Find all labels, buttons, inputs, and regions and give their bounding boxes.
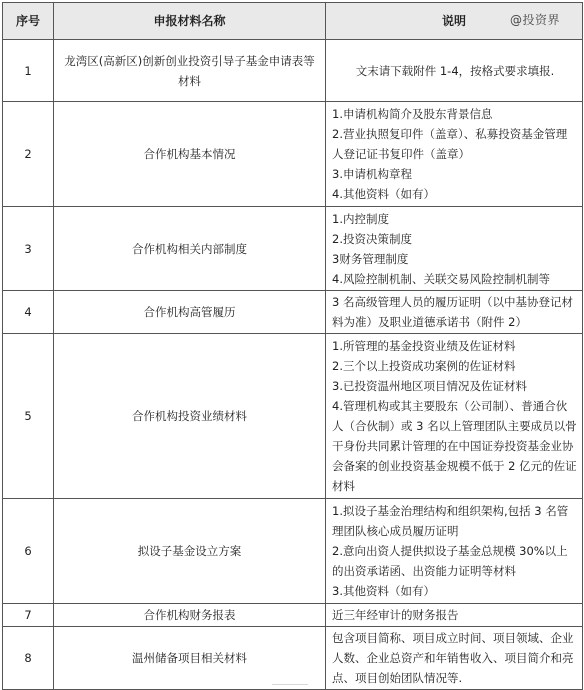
- table-row: [3, 627, 583, 690]
- row-material-name: 拟设子基金设立方案: [54, 499, 326, 604]
- row-index: 5: [3, 334, 54, 499]
- description-line: 2.投资决策制度: [332, 231, 412, 246]
- table-row: [3, 207, 583, 291]
- description-line: 2.意向出资人提供拟设子基金总规模 30%以上的出资承诺函、出资能力证明等材料: [332, 544, 568, 578]
- description-line: 文末请下载附件 1-4，按格式要求填报.: [355, 63, 555, 78]
- row-index: 1: [3, 40, 54, 102]
- description-line: 3.已投资温州地区项目情况及佐证材料: [332, 379, 527, 393]
- row-description: [326, 604, 583, 627]
- row-description: [326, 627, 583, 690]
- description-line: 4.风险控制机制、关联交易风险控制机制等: [332, 271, 550, 286]
- row-material-name: 合作机构财务报表: [54, 604, 326, 627]
- table-row: [3, 499, 583, 604]
- row-material-name: 龙湾区(高新区)创新创业投资引导子基金申请表等材料: [54, 40, 326, 102]
- row-description: [326, 499, 583, 604]
- row-index: 4: [3, 291, 54, 334]
- table-row: [3, 102, 583, 207]
- description-line: 3.其他资料（如有）: [332, 584, 435, 598]
- header-index: 序号: [3, 3, 54, 40]
- table-row: [3, 334, 583, 499]
- description-line: 包含项目简称、项目成立时间、项目领域、企业人数、企业总资产和年销售收入、项目简介和亮点、项目创始团队情况等.: [332, 631, 574, 685]
- description-line: 3 名高级管理人员的履历证明（以中基协登记材料为准）及职业道德承诺书（附件 2）: [332, 295, 573, 329]
- header-material-name: 申报材料名称: [54, 3, 326, 40]
- table-header-row: [3, 3, 583, 40]
- row-material-name: 合作机构相关内部制度: [54, 207, 326, 291]
- row-description: [326, 334, 583, 499]
- row-description: [326, 291, 583, 334]
- row-description: [326, 40, 583, 102]
- table-row: [3, 291, 583, 334]
- description-line: 1.内控制度: [332, 211, 389, 226]
- row-material-name: 合作机构高管履历: [54, 291, 326, 334]
- table-row: [3, 40, 583, 102]
- materials-table: [2, 2, 583, 690]
- row-index: 2: [3, 102, 54, 207]
- description-line: 4.其他资料（如有）: [332, 187, 435, 201]
- description-line: 2.营业执照复印件（盖章）、私募投资基金管理人登记证书复印件（盖章）: [332, 127, 568, 161]
- row-description: [326, 207, 583, 291]
- watermark-text: @投资界: [509, 13, 560, 27]
- materials-table-container: [2, 2, 582, 690]
- row-index: 3: [3, 207, 54, 291]
- description-line: 4.管理机构或其主要股东（公司制）、普通合伙人（合伙制）或 3 名以上管理团队主要成员以骨干身份共同累计管理的在中国证券投资基金业协会备案的创业投资基金规模不低于 2 亿元的佐证材料: [332, 399, 577, 493]
- row-description: [326, 102, 583, 207]
- description-line: 1.申请机构简介及股东背景信息: [332, 107, 493, 121]
- description-line: 1.拟设子基金治理结构和组织架构,包括 3 名管理团队核心成员履历证明: [332, 504, 569, 538]
- row-material-name: 合作机构基本情况: [54, 102, 326, 207]
- description-line: 近三年经审计的财务报告: [332, 608, 459, 622]
- row-index: 8: [3, 627, 54, 690]
- row-index: 6: [3, 499, 54, 604]
- table-row: [3, 604, 583, 627]
- description-line: 2.三个以上投资成功案例的佐证材料: [332, 359, 516, 373]
- header-description: 说明: [326, 3, 583, 40]
- row-index: 7: [3, 604, 54, 627]
- description-line: 1.所管理的基金投资业绩及佐证材料: [332, 339, 516, 353]
- description-line: 3.申请机构章程: [332, 167, 412, 181]
- row-material-name: 合作机构投资业绩材料: [54, 334, 326, 499]
- bottom-divider: [272, 684, 308, 688]
- description-line: 3财务管理制度: [332, 251, 409, 266]
- row-material-name: 温州储备项目相关材料: [54, 627, 326, 690]
